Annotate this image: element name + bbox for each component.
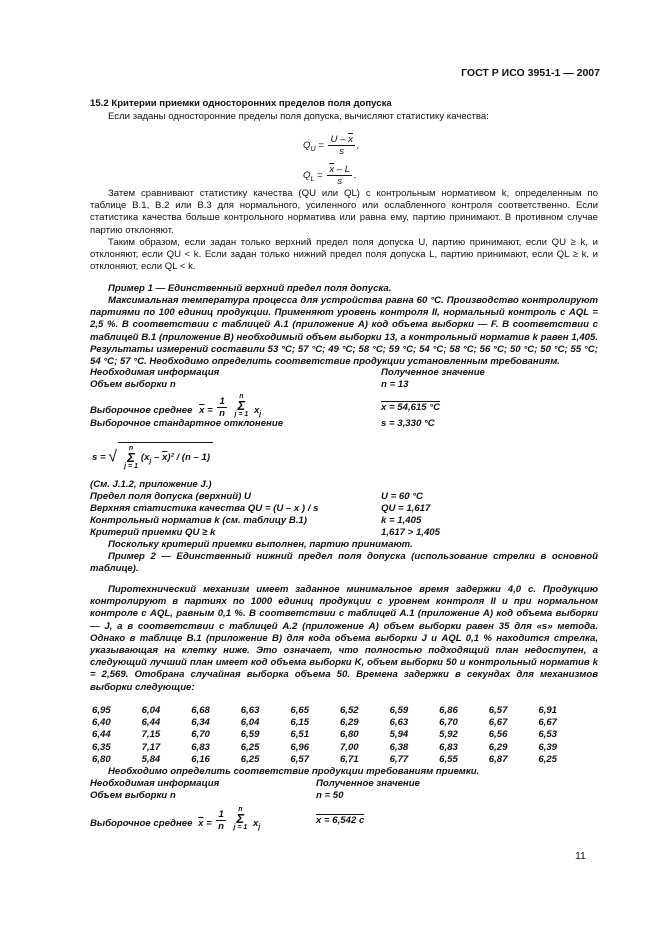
data-cell: 6,35: [92, 741, 111, 753]
data-cell: 6,53: [538, 729, 558, 741]
data-cell: 6,16: [191, 753, 210, 765]
data-cell: 6,83: [439, 741, 458, 753]
example1-reference: (См. J.1.2, приложение J.): [90, 479, 212, 490]
data-cell: 6,15: [290, 717, 310, 729]
data-cell: 7,15: [141, 729, 161, 741]
data-cell: 6,95: [92, 705, 111, 716]
example1-conclusion: Поскольку критерий приемки выполнен, партию принимают.: [108, 539, 413, 550]
example1-row-n: Объем выборки n n = 13: [90, 379, 409, 390]
data-cell: 7,00: [339, 741, 359, 753]
data-cell: 6,04: [240, 717, 260, 729]
paragraph-comparison: Затем сравнивают статистику качества (QU или QL) с контрольным нормативом k, определенным по таблице В.1, В.2 или В.3 для нормального, усиленного или ослабленного контроля соответственно. Если статистика качества больше контрольного норматива или равна ему, партию принимают. В противном случае партию отклоняют.: [90, 188, 598, 236]
data-cell: 6,25: [538, 753, 558, 765]
data-cell: 6,34: [191, 717, 210, 729]
sd-formula: s = √ n Σ j = 1 $(x_j - \overline{x})^2 / (n - 1)$: [92, 442, 213, 470]
data-cell: 5,94: [389, 729, 409, 741]
example2-title: Пример 2 — Единственный нижний предел поля допуска (использование стрелки в основной таблице).: [90, 551, 598, 575]
data-cell: 6,44: [92, 729, 111, 741]
example1-row-mean: Выборочное среднее $\overline{x}$ = $\frac{1}{n}$ n Σ j = 1 $x_j$ x = 54,615 °C: [90, 393, 441, 419]
data-cell: 6,39: [538, 741, 558, 753]
delay-times-table: [92, 705, 592, 766]
data-cell: 6,83: [191, 741, 210, 753]
example2-header-row: Необходимая информация Полученное значение: [90, 778, 420, 789]
formula-qu: $Q_U$ = $\frac{U - \overline{x}}{s}$ ,: [303, 134, 360, 157]
data-cell: 6,40: [92, 717, 111, 729]
data-cell: 7,17: [141, 741, 161, 753]
example2-row-n: Объем выборки n n = 50: [90, 790, 344, 801]
data-cell: 6,67: [488, 717, 508, 729]
data-cell: 6,59: [389, 705, 409, 716]
example1-title: Пример 1 — Единственный верхний предел поля допуска.: [108, 283, 392, 294]
data-cell: 6,91: [538, 705, 558, 716]
data-cell: 6,80: [339, 729, 359, 741]
data-cell: 6,70: [191, 729, 210, 741]
data-cell: 6,63: [240, 705, 260, 716]
example1-row-k: Контрольный норматив k (см. таблицу В.1) k = 1,405: [90, 515, 422, 526]
data-cell: 6,57: [290, 753, 310, 765]
data-cell: 6,44: [141, 717, 161, 729]
formula-ql: $Q_L$ = $\frac{\overline{x} - L}{s}$ .: [303, 164, 357, 187]
data-cell: 6,96: [290, 741, 310, 753]
data-cell: 6,57: [488, 705, 508, 716]
data-cell: 6,38: [389, 741, 409, 753]
example1-row-qu: Верхняя статистика качества QU = (U – x ) / s QU = 1,617: [90, 503, 431, 514]
data-cell: 5,92: [439, 729, 458, 741]
data-cell: 6,68: [191, 705, 210, 716]
data-cell: 6,63: [389, 717, 409, 729]
data-cell: 6,80: [92, 753, 111, 765]
example1-row-limit: Предел поля допуска (верхний) U U = 60 °C: [90, 491, 423, 502]
data-cell: 6,71: [339, 753, 359, 765]
data-cell: 6,86: [439, 705, 458, 716]
data-cell: 6,65: [290, 705, 310, 716]
example1-row-criterion: Критерий приемки QU ≥ k 1,617 > 1,405: [90, 527, 440, 538]
data-cell: 6,77: [389, 753, 409, 765]
data-cell: 6,29: [488, 741, 508, 753]
example2-text: Пиротехнический механизм имеет заданное минимальное время задержки 4,0 с. Продукцию контролируют в партиях по 1000 единиц продукции с уровнем контроля II и при нормальном контроле с AQL, равным 0,1 %. В соответствии с таблицей А.1 (приложение А) код объема выборки — J, а в соответствии с таблицей А.2 (приложение А) объем выборки равен 35 для «s» метода. Однако в таблице В.1 (приложение В) для кода объема выборки J и AQL 0,1 % находится стрелка, указывающая на клетку ниже. Это означает, что полностью подходящий план недоступен, а следующий лучший план имеет код объема выборки K, объем выборки 50 и контрольный норматив k = 2,569. Отобрана случайная выборка объема 50. Времена задержки в секундах для механизмов выборки следующие:: [90, 584, 598, 693]
data-cell: 6,04: [141, 705, 161, 716]
section-title: 15.2 Критерии приемки односторонних пределов поля допуска: [90, 98, 392, 109]
data-cell: 6,87: [488, 753, 508, 765]
data-cell: 5,84: [141, 753, 161, 765]
example2-task: Необходимо определить соответствие продукции требованиям приемки.: [108, 766, 480, 777]
data-cell: 6,25: [240, 753, 260, 765]
document-header: ГОСТ Р ИСО 3951-1 — 2007: [461, 67, 600, 79]
intro-paragraph: Если заданы односторонние пределы поля допуска, вычисляют статистику качества:: [108, 111, 489, 122]
data-cell: 6,25: [240, 741, 260, 753]
data-cell: 6,51: [290, 729, 310, 741]
example1-header-row: Необходимая информация Полученное значение: [90, 367, 485, 378]
data-cell: 6,59: [240, 729, 260, 741]
example1-text: Максимальная температура процесса для устройства равна 60 °С. Производство контролируют партиями по 100 единиц продукции. Применяют уровень контроля II, нормальный контроль с AQL = 2,5 %. В соответствии с таблицей А.1 (приложение А) код объема выборки — F. В соответствии с таблицей В.1 (приложение В) необходимый объем выборки 13, а контрольный норматив k равен 1,405. Результаты измерений составили 53 °С; 57 °С; 49 °С; 58 °С; 59 °С; 54 °С; 58 °С; 56 °С; 50 °С; 50 °С; 55 °С; 54 °С; 57 °С. Необходимо определить соответствие продукции установленным требованиям.: [90, 295, 598, 368]
page-number: 11: [575, 850, 586, 862]
paragraph-acceptance-rule: Таким образом, если задан только верхний предел поля допуска U, партию принимают, если QU ≥ k, и отклоняют, если QU < k. Если задан только нижний предел поля допуска L, партию принимают, если QL ≥ k, и отклоняют, если QL < k.: [90, 237, 598, 273]
data-cell: 6,52: [339, 705, 359, 716]
example1-row-sd: Выборочное стандартное отклонение s = 3,330 °C: [90, 418, 435, 429]
data-cell: 6,55: [439, 753, 458, 765]
data-cell: 6,56: [488, 729, 508, 741]
example2-row-mean: Выборочное среднее $\overline{x}$ = $\frac{1}{n}$ n Σ j = 1 $x_j$ x = 6,542 с: [90, 806, 365, 832]
data-cell: 6,29: [339, 717, 359, 729]
data-cell: 6,70: [439, 717, 458, 729]
data-cell: 6,67: [538, 717, 558, 729]
